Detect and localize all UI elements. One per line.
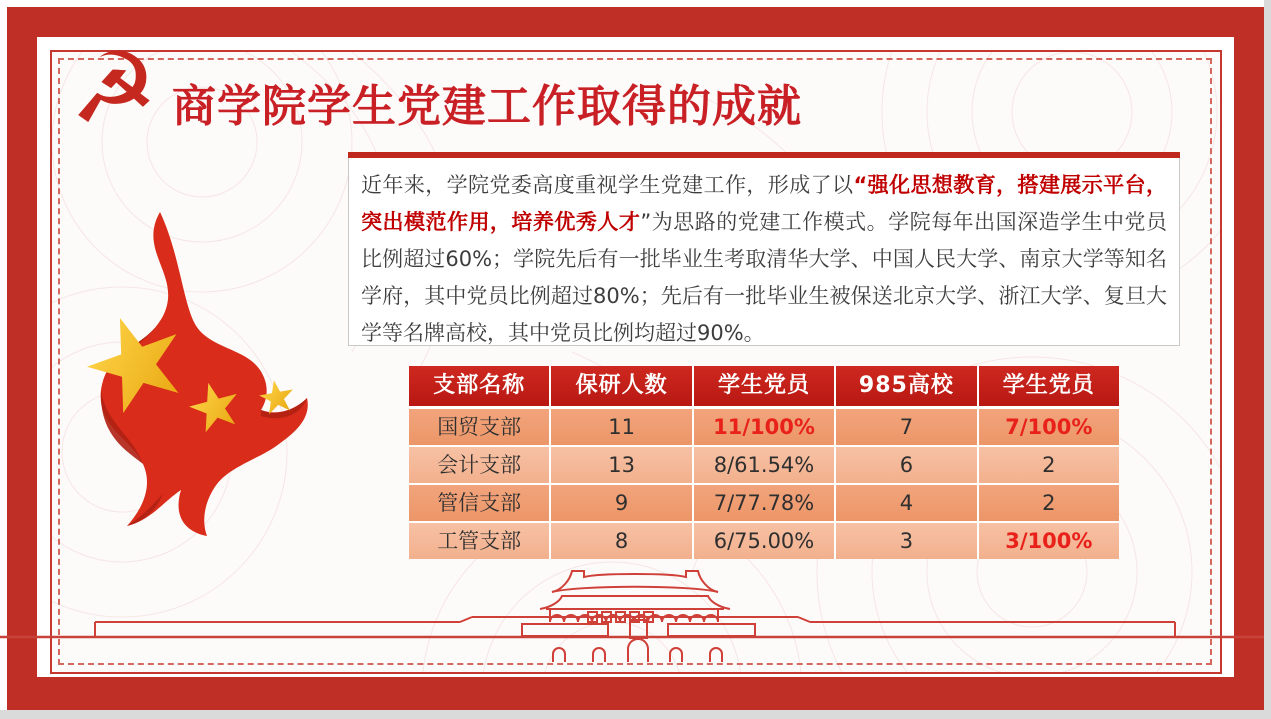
table-cell: 管信支部 <box>409 485 549 521</box>
table-header-cell: 学生党员 <box>694 366 834 406</box>
table-cell: 8/61.54% <box>694 447 834 483</box>
table-cell: 8 <box>551 523 691 559</box>
table-body <box>409 409 1119 559</box>
intro-text-run: ”为思路的党建工作模式。学院每年出国深造学生中党员比例超过60%；学院先后有一批毕业生考取清华大学、中国人民大学、南京大学等知名学府，其中党员比例超过80%；先后有一批毕业生被保送北京大学、浙江大学、复旦大学等名牌高校，其中党员比例均超过90%。 <box>361 210 1167 345</box>
table-cell: 13 <box>551 447 691 483</box>
red-flag-stars-illustration <box>55 190 365 550</box>
table-header-row <box>409 366 1119 406</box>
table-cell: 2 <box>979 485 1119 521</box>
intro-highlight-text: “强化思想教育，搭建展示平台，突出模范作用，培养优秀人才 <box>361 173 1168 234</box>
screen-edge-right <box>1264 0 1271 719</box>
intro-top-accent-bar <box>348 152 1180 158</box>
table-cell: 6 <box>836 447 976 483</box>
table-cell: 国贸支部 <box>409 409 549 445</box>
table-cell: 3/100% <box>979 523 1119 559</box>
intro-textbox <box>348 152 1180 346</box>
table-cell: 7/100% <box>979 409 1119 445</box>
table-cell: 工管支部 <box>409 523 549 559</box>
table-cell: 6/75.00% <box>694 523 834 559</box>
screen-edge-bottom <box>0 710 1271 719</box>
table-header-cell: 学生党员 <box>979 366 1119 406</box>
party-emblem-icon: ☭ <box>70 32 158 146</box>
table-header-cell: 支部名称 <box>409 366 549 406</box>
table-cell: 3 <box>836 523 976 559</box>
table-cell: 4 <box>836 485 976 521</box>
table-cell: 11 <box>551 409 691 445</box>
table-header-cell: 985高校 <box>836 366 976 406</box>
table-cell: 9 <box>551 485 691 521</box>
table-cell: 7 <box>836 409 976 445</box>
table-cell: 会计支部 <box>409 447 549 483</box>
table-cell: 11/100% <box>694 409 834 445</box>
slide-title: 商学院学生党建工作取得的成就 <box>172 81 802 132</box>
table-header-cell: 保研人数 <box>551 366 691 406</box>
intro-text-run: 近年来，学院党委高度重视学生党建工作，形成了以 <box>361 173 854 197</box>
table-cell: 7/77.78% <box>694 485 834 521</box>
intro-paragraph <box>349 159 1179 358</box>
branch-table <box>409 366 1119 559</box>
table-cell: 2 <box>979 447 1119 483</box>
